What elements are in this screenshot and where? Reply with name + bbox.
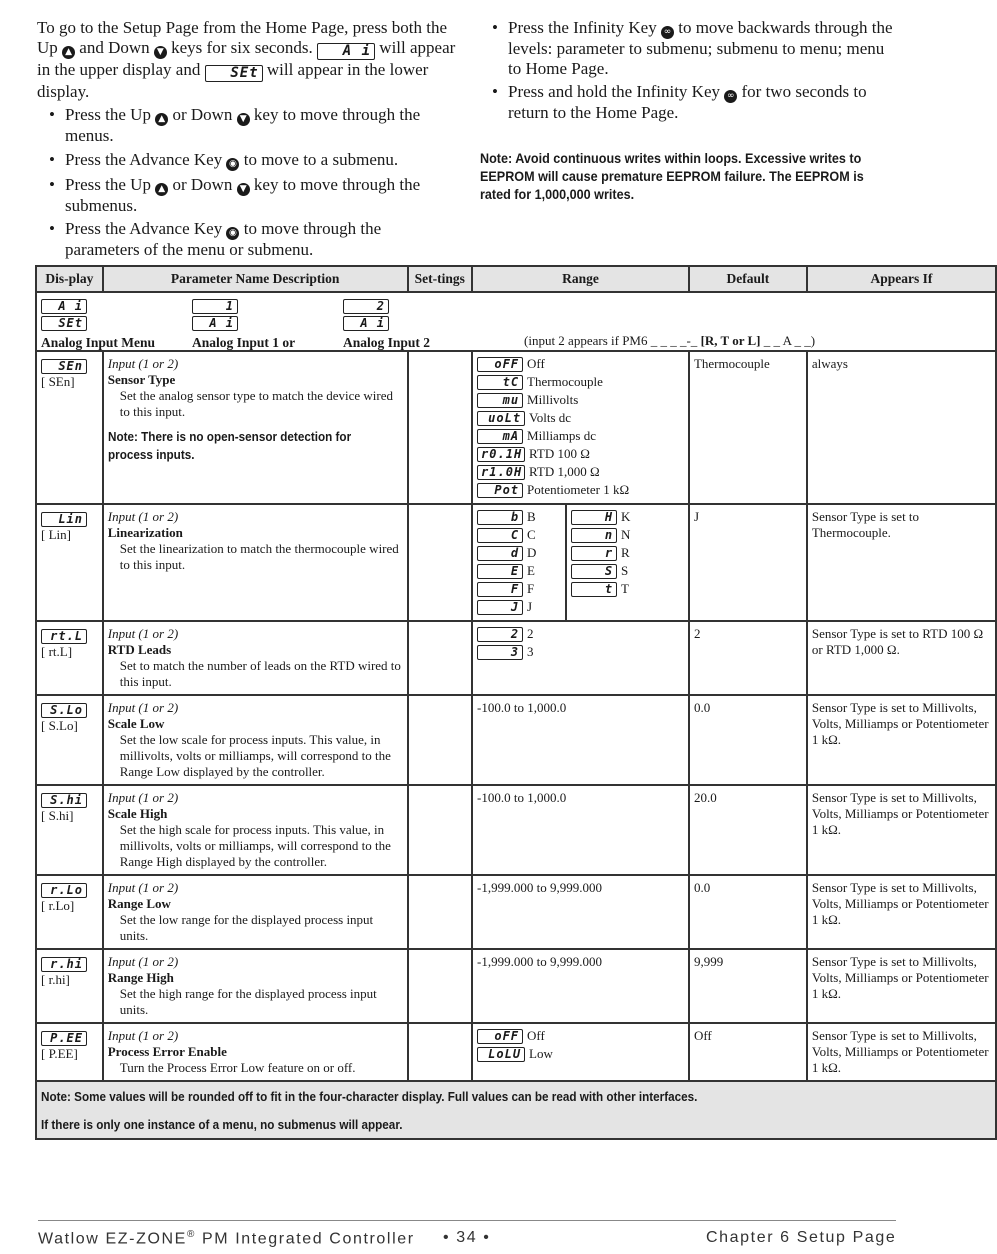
- intro-right-column: [480, 18, 895, 203]
- intro-paragraph: To go to the Setup Page from the Home Page, press both the Up ▲ and Down ▼ keys for six seconds. A i will appear in the upper display and SEt will appear in the lower display.: [37, 18, 456, 101]
- table-row: P.EE [ P.EE] Input (1 or 2) Process Error Enable Turn the Process Error Low feature on or off. oFF Off LoLU Low Off Sensor Type is set to Millivolts, Volts, Milliamps or Potentiometer 1 kΩ.: [36, 1023, 996, 1081]
- list-item: • Press the Advance Key ◉ to move through the parameters of the menu or submenu.: [65, 219, 457, 260]
- lcd-code: rt.L: [41, 629, 87, 644]
- lcd-code: P.EE: [41, 1031, 87, 1046]
- menu-analog-input-2: 2 A i Analog Input 2: [343, 299, 431, 350]
- list-item: • Press and hold the Infinity Key ∞ for two seconds to return to the Home Page.: [508, 82, 895, 123]
- up-key-icon: ▲: [155, 113, 168, 126]
- lcd-code: Lin: [41, 512, 87, 527]
- up-key-icon: ▲: [155, 183, 168, 196]
- table-footnote-row: [36, 1081, 996, 1139]
- lcd-ai: A i: [317, 43, 375, 60]
- header-param: Parameter Name Description: [103, 266, 408, 292]
- table-row: S.hi [ S.hi] Input (1 or 2) Scale High Set the high scale for process inputs. This value, in millivolts, volts or milliamps, will correspond to the Range High displayed by the controller. -100.0 to 1,000.0 20.0 Sensor Type is set to Millivolts, Volts, Milliamps or Potentiometer 1 kΩ.: [36, 785, 996, 875]
- lcd-code: SEn: [41, 359, 87, 374]
- lcd-set: SEt: [205, 65, 263, 82]
- row-note: Note: There is no open-sensor detection for process inputs.: [107, 429, 351, 462]
- right-bullet-list: [480, 18, 895, 123]
- eeprom-note: Note: Avoid continuous writes within loops. Excessive writes to EEPROM will cause premature EEPROM failure. The EEPROM is rated for 1,000,000 writes.: [480, 149, 864, 202]
- table-row: r.hi [ r.hi] Input (1 or 2) Range High Set the high range for the displayed process input units. -1,999.000 to 9,999.000 9,999 Sensor Type is set to Millivolts, Volts, Milliamps or Potentiometer 1 kΩ.: [36, 949, 996, 1023]
- lcd-code: S.hi: [41, 793, 87, 808]
- footnote-submenus: If there is only one instance of a menu, no submenus will appear.: [41, 1117, 403, 1132]
- menu-note: (input 2 appears if PM6 _ _ _ _-_ [R, T or L] _ _ A _ _): [524, 333, 816, 348]
- infinity-key-icon: ∞: [724, 90, 737, 103]
- infinity-key-icon: ∞: [661, 26, 674, 39]
- list-item: • Press the Advance Key ◉ to move to a submenu.: [65, 150, 457, 171]
- header-range: Range: [472, 266, 689, 292]
- footer-divider: [38, 1220, 896, 1221]
- menu-analog-input-1: 1 A i Analog Input 1 or: [192, 299, 296, 350]
- header-default: Default: [689, 266, 807, 292]
- lcd-code: r.Lo: [41, 883, 87, 898]
- down-key-icon: ▼: [154, 46, 167, 59]
- footer-chapter: Chapter 6 Setup Page: [706, 1229, 897, 1246]
- header-display: Dis-play: [36, 266, 103, 292]
- list-item: • Press the Up ▲ or Down ▼ key to move through the menus.: [65, 105, 457, 146]
- footer-page-number: • 34 •: [443, 1229, 491, 1246]
- lcd-code: r.hi: [41, 957, 87, 972]
- advance-key-icon: ◉: [226, 227, 239, 240]
- footnote-rounding: Note: Some values will be rounded off to fit in the four-character display. Full values can be read with other interfaces.: [41, 1089, 698, 1104]
- parameter-table: [35, 265, 997, 1140]
- down-key-icon: ▼: [237, 113, 250, 126]
- footer-product: Watlow EZ-ZONE® PM Integrated Controller: [38, 1229, 415, 1248]
- table-header-row: [36, 266, 996, 292]
- header-settings: Set-tings: [408, 266, 473, 292]
- intro-left-column: [37, 18, 457, 264]
- table-row: Lin [ Lin] Input (1 or 2) Linearization Set the linearization to match the thermocouple wired to this input. b B C C d D E E F F J J H K n N r R S S t T J Sensor Type is set to Thermocouple.: [36, 504, 996, 621]
- lcd-code: S.Lo: [41, 703, 87, 718]
- left-bullet-list: [37, 105, 457, 260]
- menu-header-row: [36, 292, 996, 351]
- list-item: • Press the Up ▲ or Down ▼ key to move through the submenus.: [65, 175, 457, 216]
- advance-key-icon: ◉: [226, 158, 239, 171]
- table-row: S.Lo [ S.Lo] Input (1 or 2) Scale Low Set the low scale for process inputs. This value, in millivolts, volts or milliamps, will correspond to the Range Low displayed by the controller. -100.0 to 1,000.0 0.0 Sensor Type is set to Millivolts, Volts, Milliamps or Potentiometer 1 kΩ.: [36, 695, 996, 785]
- up-key-icon: ▲: [62, 46, 75, 59]
- table-row: rt.L [ rt.L] Input (1 or 2) RTD Leads Set to match the number of leads on the RTD wired to this input. 2 2 3 3 2 Sensor Type is set to RTD 100 Ω or RTD 1,000 Ω.: [36, 621, 996, 695]
- menu-analog-input: A i SEt Analog Input Menu: [41, 299, 156, 350]
- table-row: r.Lo [ r.Lo] Input (1 or 2) Range Low Set the low range for the displayed process input units. -1,999.000 to 9,999.000 0.0 Sensor Type is set to Millivolts, Volts, Milliamps or Potentiometer 1 kΩ.: [36, 875, 996, 949]
- table-row: SEn [ SEn] Input (1 or 2) Sensor Type Set the analog sensor type to match the device wired to this input. Note: There is no open-sensor detection for process inputs. oFF Off tC Thermocouple mu Millivolts uoLt Volts dc mA Milliamps dc r0.1H RTD 100 Ω r1.0H RTD 1,000 Ω Pot Potentiometer 1 kΩ Thermocouple always: [36, 351, 996, 504]
- down-key-icon: ▼: [237, 183, 250, 196]
- list-item: • Press the Infinity Key ∞ to move backwards through the levels: parameter to submenu; submenu to menu; menu to Home Page.: [508, 18, 895, 78]
- header-appears: Appears If: [807, 266, 996, 292]
